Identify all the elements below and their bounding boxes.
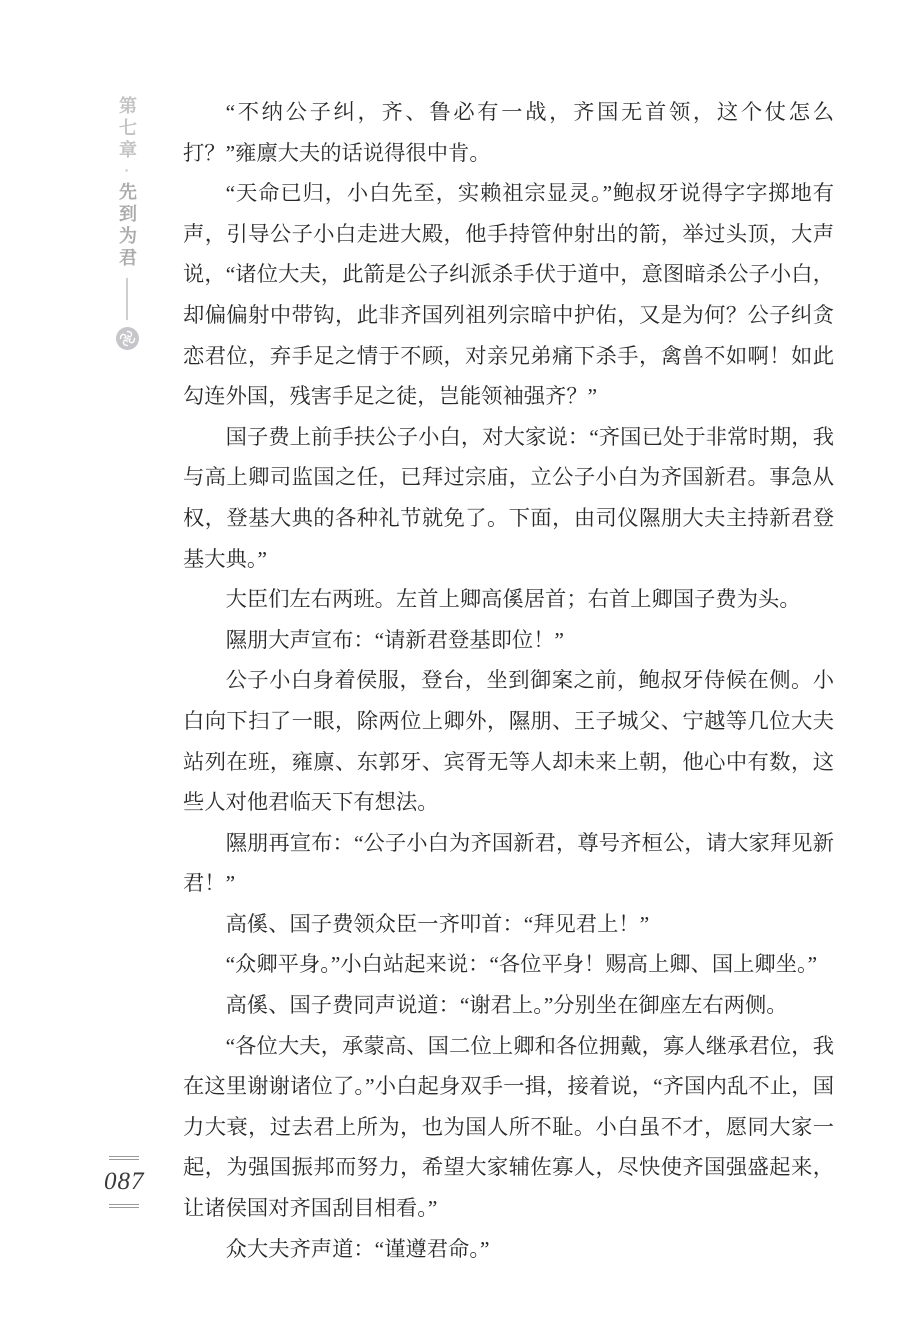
paragraph: 大臣们左右两班。左首上卿高傒居首；右首上卿国子费为头。 bbox=[225, 587, 801, 612]
chapter-title: 先到为君 bbox=[117, 182, 137, 270]
chapter-number: 第七章 bbox=[117, 96, 137, 162]
paragraph: “天命已归，小白先至，实赖祖宗显灵。”鲍叔牙说得字字掷地有声，引导公子小白走进大殿，他手持管仲射出的箭，举过头顶，大声说，“诸位大夫，此箭是公子纠派杀手伏于道中，意图暗杀公子小白，却偏偏射中带钩，此非齐国列祖列宗暗中护佑，又是为何？公子纠贪恋君位，弃手足之情于不顾，对亲兄弟痛下杀手，禽兽不如啊！如此勾连外国，残害手足之徒，岂能领袖强齐？” bbox=[183, 181, 834, 409]
paragraph: 众大夫齐声道：“谨遵君命。” bbox=[225, 1236, 490, 1261]
folio-block bbox=[104, 1156, 144, 1208]
page-number: 087 bbox=[104, 1168, 145, 1195]
paragraph: 国子费上前手扶公子小白，对大家说：“齐国已处于非常时期，我与高上卿司监国之任，已拜过宗庙，立公子小白为齐国新君。事急从权，登基大典的各种礼节就免了。下面，由司仪隰朋大夫主持新君登基大典。” bbox=[183, 424, 834, 571]
double-rule-bottom bbox=[109, 1204, 139, 1208]
paragraph: 公子小白身着侯服，登台，坐到御案之前，鲍叔牙侍候在侧。小白向下扫了一眼，除两位上卿外，隰朋、王子城父、宁越等几位大夫站列在班，雍廪、东郭牙、宾胥无等人却未来上朝，他心中有数，这些人对他君临天下有想法。 bbox=[183, 668, 834, 815]
chapter-heading bbox=[118, 96, 136, 270]
double-rule-top bbox=[109, 1156, 139, 1160]
swirl-seal-icon bbox=[115, 326, 140, 351]
paragraph: 高傒、国子费同声说道：“谢君上。”分别坐在御座左右两侧。 bbox=[225, 993, 788, 1018]
paragraph: “众卿平身。”小白站起来说：“各位平身！赐高上卿、国上卿坐。” bbox=[225, 952, 818, 977]
paragraph: 隰朋再宣布：“公子小白为齐国新君，尊号齐桓公，请大家拜见新君！” bbox=[183, 830, 834, 896]
paragraph: 隰朋大声宣布：“请新君登基即位！” bbox=[225, 627, 564, 652]
paragraph: “不纳公子纠，齐、鲁必有一战，齐国无首领，这个仗怎么打？”雍廪大夫的话说得很中肯。 bbox=[183, 100, 834, 165]
chapter-sidebar bbox=[108, 96, 146, 351]
paragraph: 高傒、国子费领众臣一齐叩首：“拜见君上！” bbox=[225, 911, 650, 936]
body-text bbox=[183, 92, 834, 1269]
vertical-dash-rule bbox=[126, 278, 128, 320]
paragraph: “各位大夫，承蒙高、国二位上卿和各位拥戴，寡人继承君位，我在这里谢谢诸位了。”小白起身双手一揖，接着说，“齐国内乱不止，国力大衰，过去君上所为，也为国人所不耻。小白虽不才，愿同大家一起，为强国振邦而努力，希望大家辅佐寡人，尽快使齐国强盛起来，让诸侯国对齐国刮目相看。” bbox=[183, 1033, 834, 1221]
chapter-separator: · bbox=[119, 162, 135, 182]
